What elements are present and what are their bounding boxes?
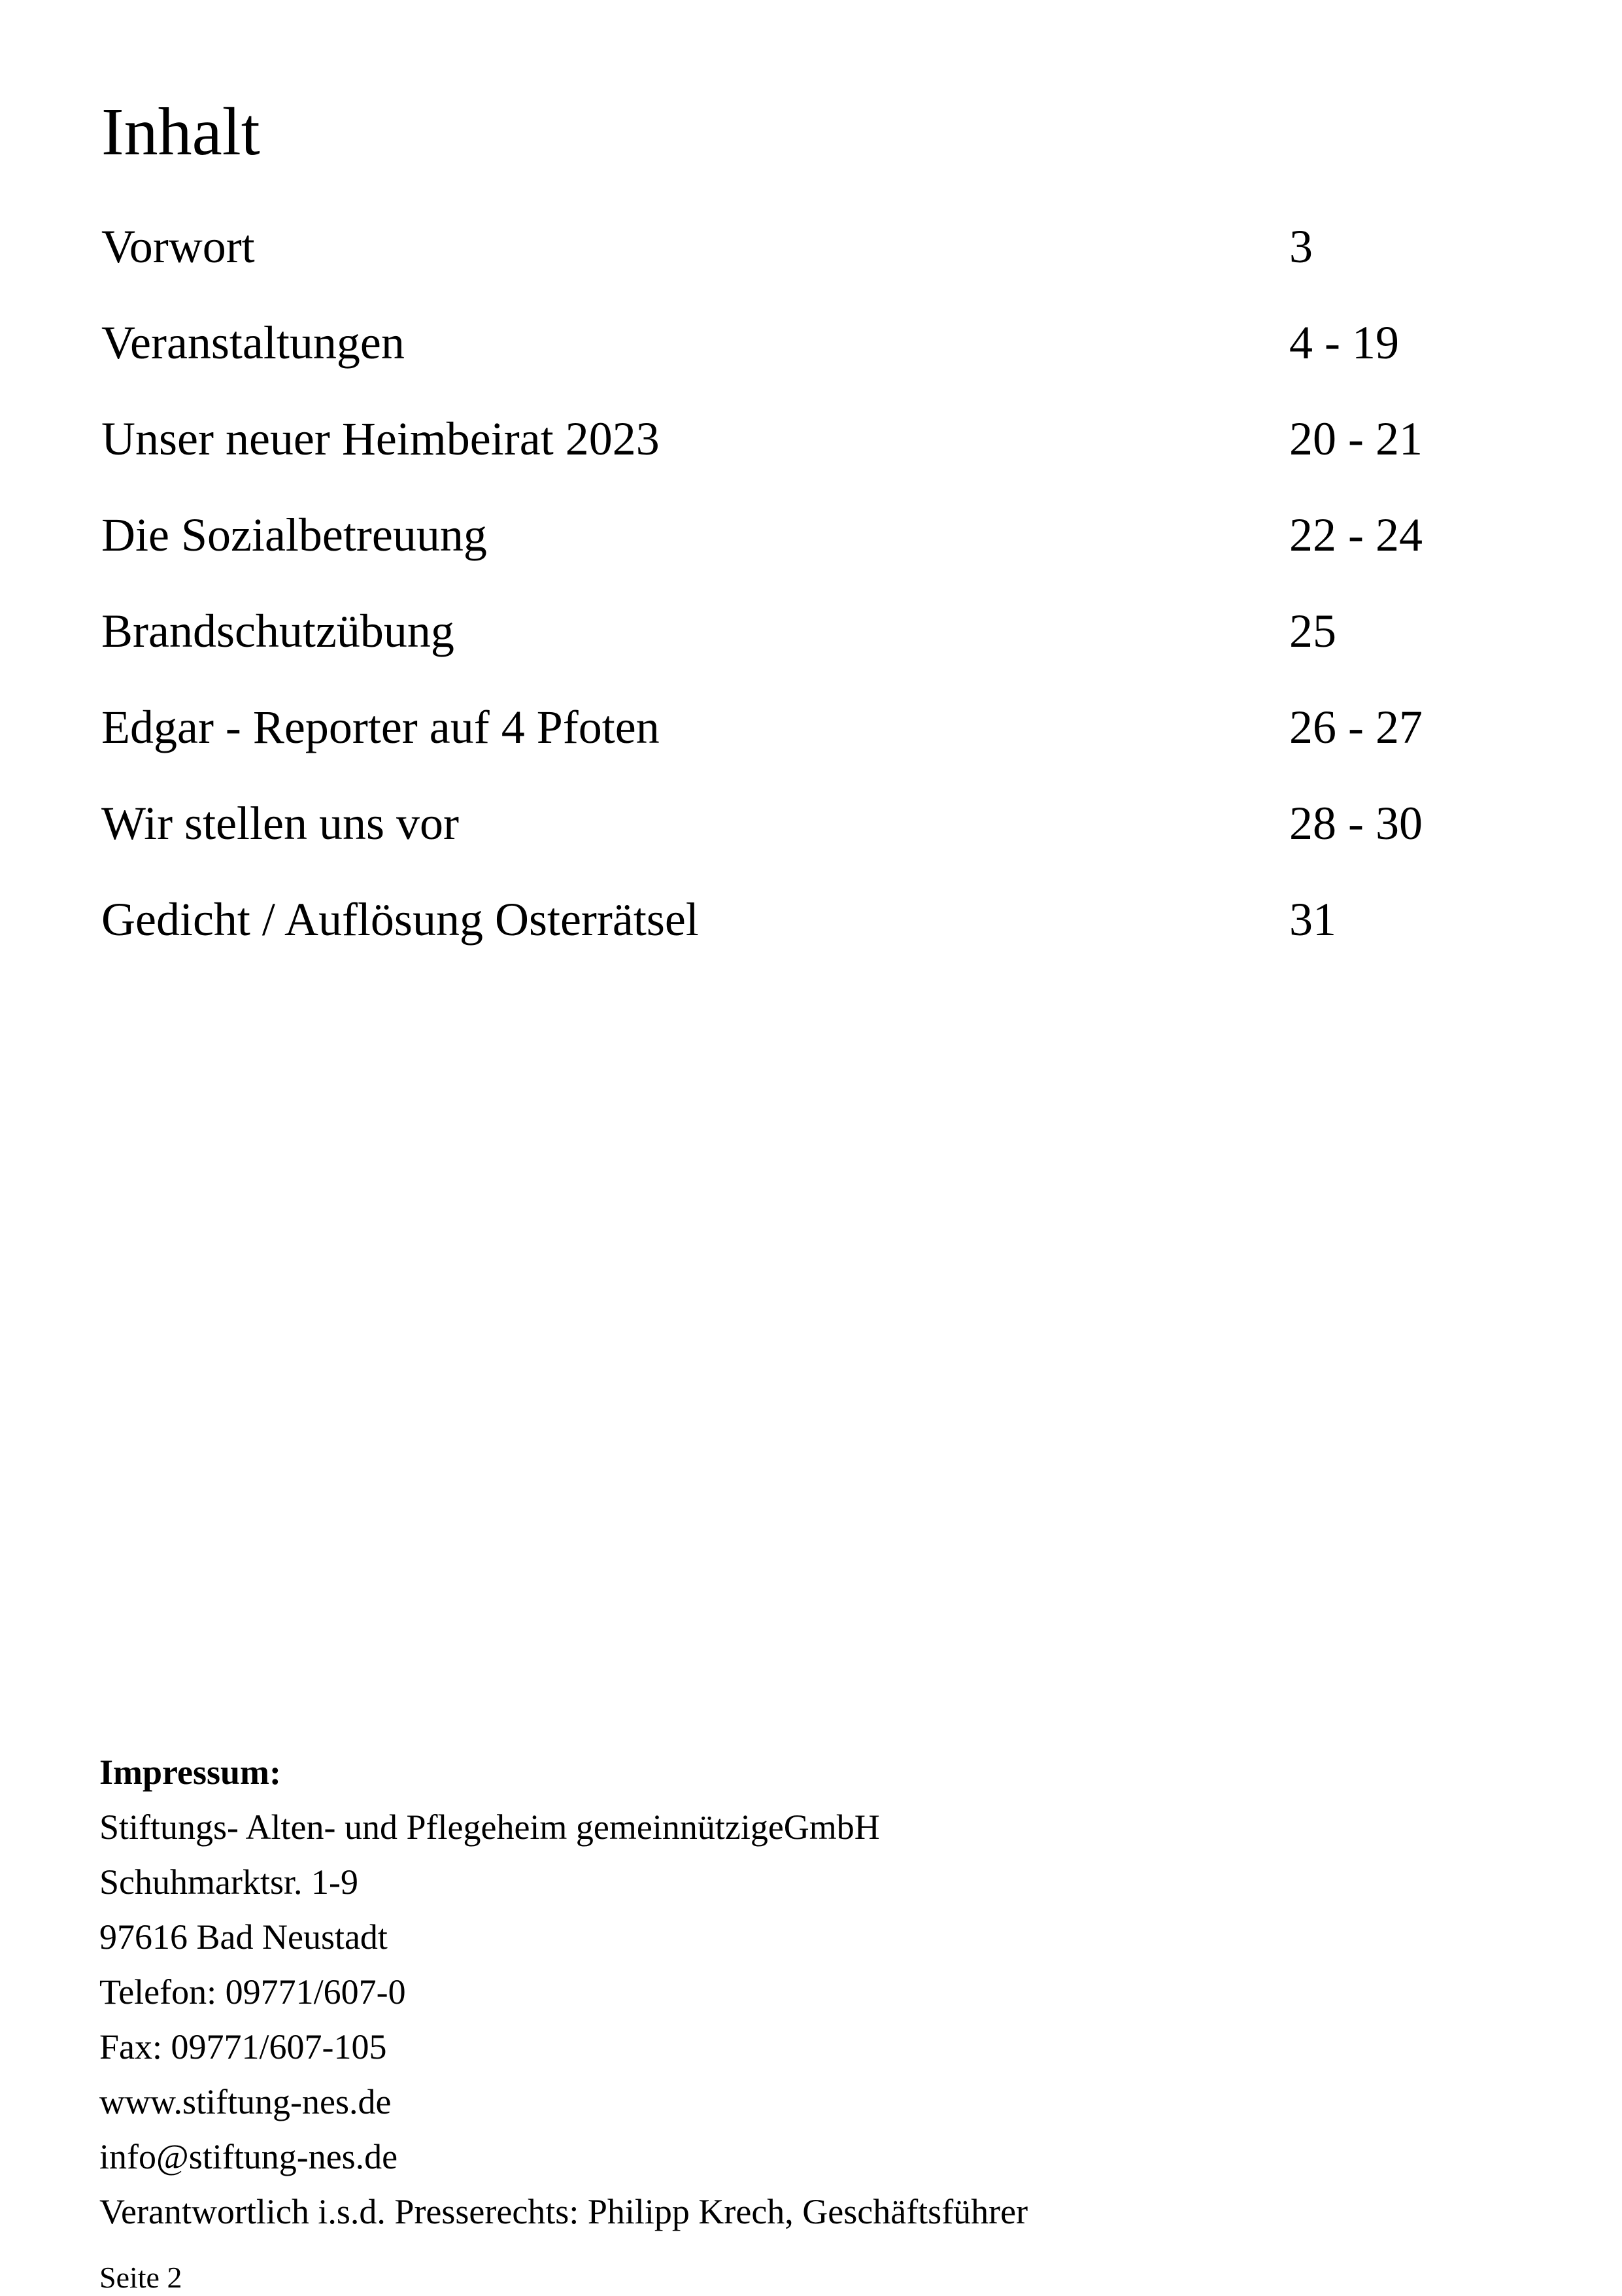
toc-entry-pages: 25 <box>1289 605 1336 657</box>
impressum-email: info@stiftung-nes.de <box>99 2137 398 2176</box>
toc-entry-title: Wir stellen uns vor <box>101 797 459 849</box>
toc-entry-pages: 31 <box>1289 893 1336 946</box>
impressum-phone: Telefon: 09771/607-0 <box>99 1972 406 2012</box>
toc-entry-pages: 20 - 21 <box>1289 413 1423 465</box>
toc-entry-veranstaltungen[interactable] <box>101 305 1540 402</box>
impressum-responsible: Verantwortlich i.s.d. Presserechts: Philipp Krech, Geschäftsführer <box>99 2192 1028 2231</box>
toc-entry-title: Edgar - Reporter auf 4 Pfoten <box>101 701 660 753</box>
impressum-block <box>99 1745 1538 2239</box>
toc-entry-title: Veranstaltungen <box>101 317 405 369</box>
toc-entry-title: Gedicht / Auflösung Osterrätsel <box>101 893 699 946</box>
toc-entry-title: Unser neuer Heimbeirat 2023 <box>101 413 660 465</box>
toc-entry-gedicht[interactable] <box>101 882 1540 978</box>
impressum-website: www.stiftung-nes.de <box>99 2082 392 2121</box>
impressum-street: Schuhmarktsr. 1-9 <box>99 1862 358 1902</box>
impressum-heading: Impressum: <box>99 1753 282 1792</box>
table-of-contents <box>101 209 1540 978</box>
impressum-city: 97616 Bad Neustadt <box>99 1917 388 1957</box>
toc-entry-pages: 3 <box>1289 220 1313 273</box>
toc-entry-title: Brandschutzübung <box>101 605 454 657</box>
toc-entry-title: Vorwort <box>101 220 255 273</box>
page-number: Seite 2 <box>99 2261 182 2294</box>
toc-entry-pages: 26 - 27 <box>1289 701 1423 753</box>
page-title: Inhalt <box>101 94 260 169</box>
toc-entry-title: Die Sozialbetreuung <box>101 509 487 561</box>
impressum-organization: Stiftungs- Alten- und Pflegeheim gemeinnützigeGmbH <box>99 1808 880 1847</box>
toc-entry-edgar[interactable] <box>101 690 1540 786</box>
toc-entry-heimbeirat[interactable] <box>101 402 1540 498</box>
toc-entry-wir-stellen-uns-vor[interactable] <box>101 786 1540 882</box>
toc-entry-pages: 28 - 30 <box>1289 797 1423 849</box>
toc-entry-pages: 4 - 19 <box>1289 317 1399 369</box>
toc-entry-brandschutzuebung[interactable] <box>101 594 1540 690</box>
toc-entry-vorwort[interactable] <box>101 209 1540 305</box>
impressum-fax: Fax: 09771/607-105 <box>99 2027 387 2066</box>
toc-entry-sozialbetreuung[interactable] <box>101 498 1540 594</box>
toc-entry-pages: 22 - 24 <box>1289 509 1423 561</box>
